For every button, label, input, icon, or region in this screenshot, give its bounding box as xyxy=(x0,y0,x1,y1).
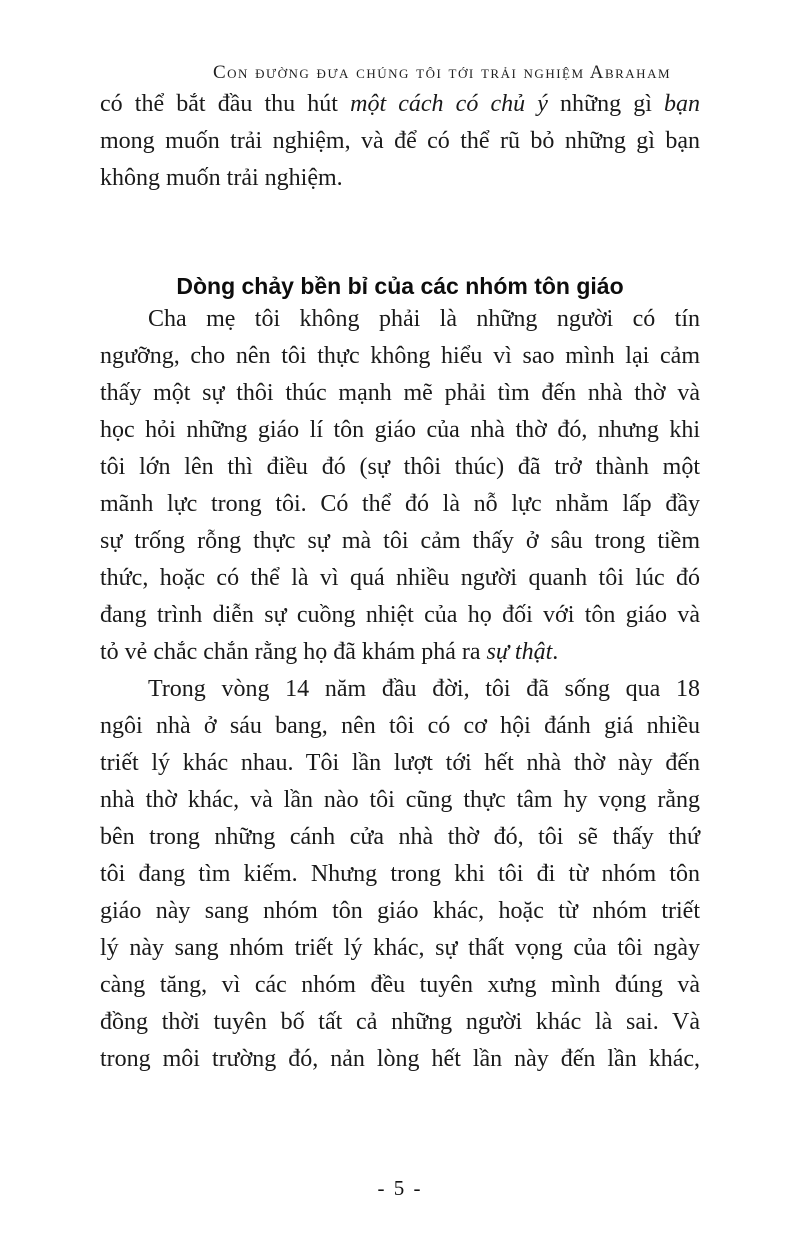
text-line xyxy=(100,634,700,671)
text-segment: có thể bắt đầu thu hút xyxy=(100,91,351,117)
text-line xyxy=(100,338,700,375)
text-line xyxy=(100,1041,700,1078)
text-segment: triết lý khác nhau. Tôi lần lượt tới hết nhà thờ này đến xyxy=(100,750,700,776)
text-segment: đang trình diễn sự cuồng nhiệt của họ đối với tôn giáo và xyxy=(100,602,700,628)
text-segment: không muốn trải nghiệm. xyxy=(100,165,343,191)
page-number: - 5 - xyxy=(377,1176,423,1200)
text-segment: sự trống rỗng thực sự mà tôi cảm thấy ở sâu trong tiềm xyxy=(100,528,700,554)
text-line xyxy=(100,930,700,967)
text-segment: ngôi nhà ở sáu bang, nên tôi có cơ hội đánh giá nhiều xyxy=(100,713,700,739)
paragraph xyxy=(100,301,700,671)
text-segment: học hỏi những giáo lí tôn giáo của nhà thờ đó, nhưng khi xyxy=(100,417,700,443)
paragraph xyxy=(100,86,700,197)
text-segment: những gì xyxy=(547,91,665,117)
running-header: Con đường đưa chúng tôi tới trải nghiệm Abraham xyxy=(212,62,672,83)
text-line xyxy=(100,301,700,338)
text-line xyxy=(100,449,700,486)
text-segment: thức, hoặc có thể là vì quá nhiều người quanh tôi lúc đó xyxy=(100,565,700,591)
text-line xyxy=(100,123,700,160)
text-line xyxy=(100,160,700,197)
text-segment: Trong vòng 14 năm đầu đời, tôi đã sống qua 18 xyxy=(148,676,700,702)
text-segment: tôi đang tìm kiếm. Nhưng trong khi tôi đi từ nhóm tôn xyxy=(100,861,700,887)
text-segment-italic: một cách có chủ ý xyxy=(350,91,548,117)
text-segment-italic: sự thật xyxy=(486,639,553,665)
text-line xyxy=(100,412,700,449)
text-line xyxy=(100,745,700,782)
text-segment: trong môi trường đó, nản lòng hết lần này đến lần khác, xyxy=(100,1046,700,1072)
text-line xyxy=(100,86,700,123)
text-segment: . xyxy=(552,639,559,665)
section-heading: Dòng chảy bền bỉ của các nhóm tôn giáo xyxy=(176,273,624,299)
text-segment-italic: bạn xyxy=(664,91,701,117)
text-block xyxy=(100,86,700,1078)
text-line xyxy=(100,375,700,412)
text-segment: nhà thờ khác, và lần nào tôi cũng thực tâm hy vọng rằng xyxy=(100,787,700,813)
text-segment: tỏ vẻ chắc chắn rằng họ đã khám phá ra xyxy=(100,639,487,665)
text-segment: thấy một sự thôi thúc mạnh mẽ phải tìm đến nhà thờ và xyxy=(100,380,700,406)
text-segment: giáo này sang nhóm tôn giáo khác, hoặc từ nhóm triết xyxy=(100,898,700,924)
text-segment: Cha mẹ tôi không phải là những người có tín xyxy=(148,306,700,332)
text-line xyxy=(100,597,700,634)
text-line xyxy=(100,523,700,560)
text-segment: tôi lớn lên thì điều đó (sự thôi thúc) đã trở thành một xyxy=(100,454,700,480)
text-line xyxy=(100,819,700,856)
text-line xyxy=(100,1004,700,1041)
text-segment: lý này sang nhóm triết lý khác, sự thất vọng của tôi ngày xyxy=(100,935,700,961)
text-line xyxy=(100,856,700,893)
text-segment: càng tăng, vì các nhóm đều tuyên xưng mình đúng và xyxy=(100,972,700,998)
text-line xyxy=(100,560,700,597)
text-segment: đồng thời tuyên bố tất cả những người khác là sai. Và xyxy=(100,1009,700,1035)
text-line xyxy=(100,782,700,819)
text-line xyxy=(100,893,700,930)
text-segment: bên trong những cánh cửa nhà thờ đó, tôi sẽ thấy thứ xyxy=(100,824,700,850)
text-line xyxy=(100,671,700,708)
text-segment: mong muốn trải nghiệm, và để có thể rũ bỏ những gì bạn xyxy=(100,128,700,154)
paragraph xyxy=(100,671,700,1078)
text-segment: ngưỡng, cho nên tôi thực không hiểu vì sao mình lại cảm xyxy=(100,343,700,369)
text-line xyxy=(100,708,700,745)
text-line xyxy=(100,486,700,523)
text-segment: mãnh lực trong tôi. Có thể đó là nỗ lực nhằm lấp đầy xyxy=(100,491,700,517)
text-line xyxy=(100,967,700,1004)
